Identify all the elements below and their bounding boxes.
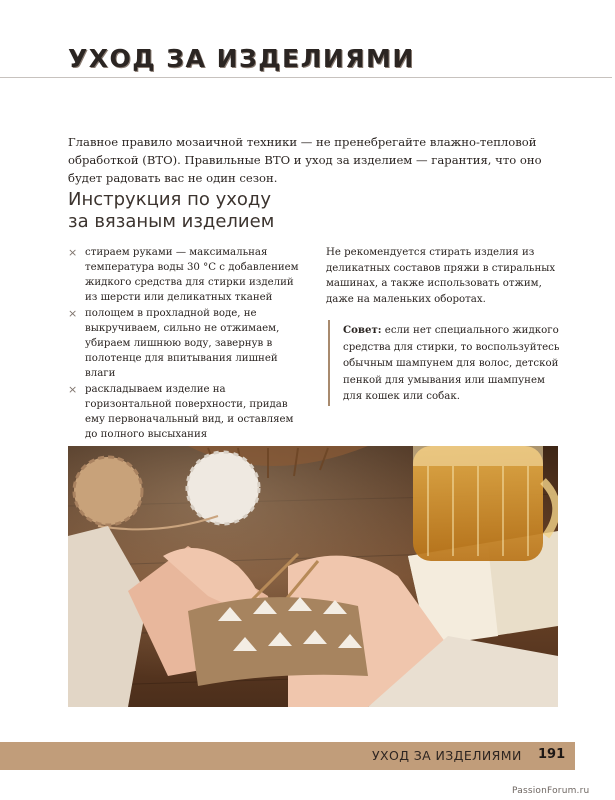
watermark: PassionForum.ru [512,786,590,796]
list-item [68,306,308,381]
list-item [68,382,308,442]
page-heading: УХОД ЗА ИЗДЕЛИЯМИ [68,44,415,73]
list-item-text: стираем руками — максимальная температура воды 30 °С с добавлением жидкого средства для стирки изделий из шерсти или деликатных тканей [85,247,299,303]
tip-text: если нет специального жидкого средства для стирки, то воспользуйтесь обычным шампунем для волос, детской пенкой для умывания или шампунем для кошек или собак. [343,325,560,402]
tip-paragraph [343,322,564,406]
tip-box [328,320,564,406]
list-item-text: раскладываем изделие на горизонтальной поверхности, придав ему первоначальный вид, и оставляем до полного высыхания [85,384,294,440]
intro-paragraph: Главное правило мозаичной техники — не пренебрегайте влажно-тепловой обработкой (ВТО). Правильные ВТО и уход за изделием — гарантия, что оно будет радовать вас не один сезон. [68,135,542,185]
footer-section-title: УХОД ЗА ИЗДЕЛИЯМИ [372,748,522,763]
cross-stitch-icon: × [68,307,78,320]
tip-label: Совет: [343,324,382,336]
care-instructions-heading [68,189,274,233]
care-instructions-heading-line-2: за вязаным изделием [68,211,275,232]
page-number: 191 [538,747,566,762]
care-instructions-heading-line-1: Инструкция по уходу [68,189,271,210]
cross-stitch-icon: × [68,246,78,259]
list-item [68,245,308,305]
cross-stitch-icon: × [68,383,78,396]
machine-wash-note: Не рекомендуется стирать изделия из деликатных составов пряжи в стиральных машинах, а также использовать отжим, даже на маленьких оборотах. [326,247,556,305]
care-list [68,245,308,443]
heading-rule [0,77,612,78]
list-item-text: полощем в прохладной воде, не выкручиваем, сильно не отжимаем, убираем лишнюю воду, завернув в полотенце для впитывания лишней влаги [85,308,280,379]
knitting-photo [68,446,558,707]
